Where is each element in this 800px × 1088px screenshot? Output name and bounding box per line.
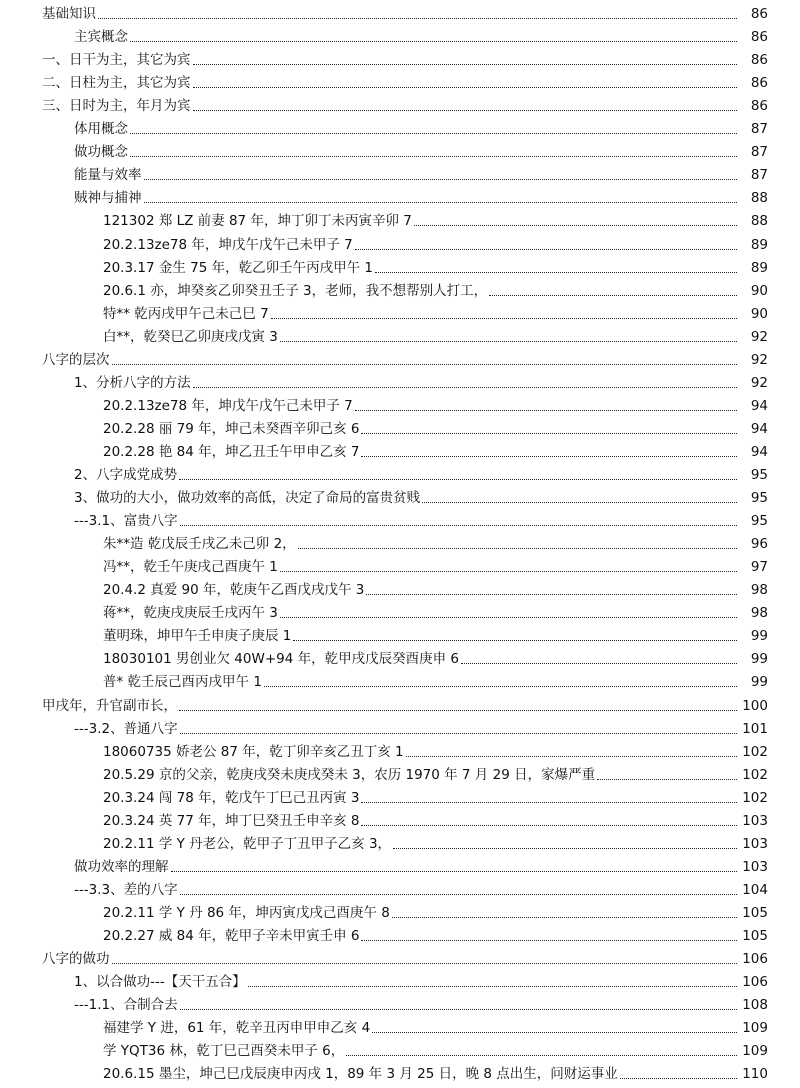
toc-entry-title: 冯**，乾壬午庚戌己酉庚午 1 bbox=[103, 559, 278, 576]
toc-entry-page: 110 bbox=[742, 1066, 768, 1083]
toc-entry-page: 98 bbox=[750, 582, 768, 599]
toc-entry-title: 3、做功的大小，做功效率的高低，决定了命局的富贵贫贱 bbox=[74, 490, 421, 507]
toc-entry-page: 103 bbox=[742, 835, 768, 852]
toc-entry[interactable] bbox=[0, 256, 800, 279]
toc-entry[interactable] bbox=[0, 279, 800, 302]
dot-leader bbox=[355, 248, 737, 250]
toc-entry-title: 学 YQT36 林，乾丁巳己酉癸未甲子 6， bbox=[103, 1043, 345, 1060]
toc-entry-title: 18060735 娇老公 87 年，乾丁卯辛亥乙丑丁亥 1 bbox=[103, 743, 404, 760]
toc-entry-title: 做功效率的理解 bbox=[74, 858, 169, 875]
dot-leader bbox=[193, 63, 738, 65]
toc-entry-title: 18030101 男创业欠 40W+94 年，乾甲戌戊辰癸酉庚申 6 bbox=[103, 651, 459, 668]
toc-entry-title: ---3.3、差的八字 bbox=[74, 881, 178, 898]
toc-entry-page: 109 bbox=[742, 1043, 768, 1060]
dot-leader bbox=[280, 570, 737, 572]
toc-entry-title: 朱**造 乾戊辰壬戌乙未己卯 2， bbox=[103, 536, 296, 553]
dot-leader bbox=[180, 732, 737, 734]
toc-entry-page: 95 bbox=[750, 490, 768, 507]
dot-leader bbox=[361, 801, 737, 803]
toc-entry-title: 1、以合做功---【天干五合】 bbox=[74, 974, 246, 991]
dot-leader bbox=[112, 363, 738, 365]
toc-entry[interactable] bbox=[0, 578, 800, 601]
dot-leader bbox=[144, 178, 738, 180]
dot-leader bbox=[293, 639, 737, 641]
dot-leader bbox=[271, 317, 737, 319]
toc-entry-page: 90 bbox=[750, 305, 768, 322]
toc-entry[interactable] bbox=[0, 924, 800, 947]
dot-leader bbox=[355, 409, 737, 411]
toc-entry-page: 105 bbox=[742, 904, 768, 921]
toc-entry[interactable] bbox=[0, 1062, 800, 1085]
toc-entry-title: 基础知识 bbox=[42, 6, 96, 22]
toc-entry[interactable] bbox=[0, 786, 800, 809]
toc-entry[interactable] bbox=[0, 740, 800, 763]
toc-entry-title: 一、日干为主，其它为宾 bbox=[42, 52, 191, 69]
toc-entry-page: 103 bbox=[742, 858, 768, 875]
toc-entry-page: 106 bbox=[742, 974, 768, 991]
toc-entry[interactable] bbox=[0, 832, 800, 855]
toc-entry[interactable] bbox=[0, 647, 800, 670]
toc-entry-page: 88 bbox=[750, 213, 768, 230]
dot-leader bbox=[130, 155, 737, 157]
toc-entry-title: 20.2.11 学 Y 丹 86 年，坤丙寅戊戌己酉庚午 8 bbox=[103, 904, 390, 921]
toc-entry-title: 20.4.2 真爱 90 年，乾庚午乙酉戊戌戊午 3 bbox=[103, 582, 365, 599]
toc-entry[interactable] bbox=[0, 763, 800, 786]
dot-leader bbox=[112, 962, 738, 964]
toc-entry[interactable] bbox=[0, 48, 800, 71]
toc-entry[interactable] bbox=[0, 140, 800, 163]
toc-entry[interactable] bbox=[0, 117, 800, 140]
toc-entry[interactable] bbox=[0, 809, 800, 832]
dot-leader bbox=[180, 1008, 737, 1010]
toc-entry-page: 87 bbox=[750, 121, 768, 138]
dot-leader bbox=[264, 685, 737, 687]
dot-leader bbox=[180, 524, 737, 526]
toc-entry-page: 109 bbox=[742, 1020, 768, 1037]
toc-entry-title: 体用概念 bbox=[74, 121, 128, 138]
toc-entry-title: 20.6.15 墨尘，坤己巳戊辰庚申丙戌 1，89 年 3 月 25 日，晚 8 点出生，问财运事业 bbox=[103, 1066, 618, 1083]
toc-entry-title: 20.2.28 丽 79 年，坤己未癸酉辛卯己亥 6 bbox=[103, 420, 360, 437]
toc-entry[interactable] bbox=[0, 71, 800, 94]
toc-entry[interactable] bbox=[0, 717, 800, 740]
dot-leader bbox=[130, 40, 737, 42]
toc-entry-page: 94 bbox=[750, 443, 768, 460]
toc-entry-page: 102 bbox=[742, 766, 768, 783]
toc-entry-page: 89 bbox=[750, 259, 768, 276]
toc-entry-page: 88 bbox=[750, 190, 768, 207]
toc-entry-page: 95 bbox=[750, 467, 768, 483]
toc-entry-title: 121302 郑 LZ 前妻 87 年，坤丁卯丁未丙寅辛卯 7 bbox=[103, 213, 412, 230]
toc-entry-page: 108 bbox=[742, 997, 768, 1014]
dot-leader bbox=[144, 201, 738, 203]
dot-leader bbox=[130, 132, 737, 134]
dot-leader bbox=[280, 340, 737, 342]
toc-entry-page: 87 bbox=[750, 167, 768, 184]
toc-entry[interactable] bbox=[0, 601, 800, 624]
toc-entry-page: 86 bbox=[750, 52, 768, 69]
toc-entry-title: 八字的层次 bbox=[42, 351, 110, 368]
dot-leader bbox=[193, 386, 737, 388]
toc-entry[interactable] bbox=[0, 901, 800, 924]
toc-entry-page: 94 bbox=[750, 397, 768, 414]
dot-leader bbox=[179, 478, 737, 480]
dot-leader bbox=[193, 86, 738, 88]
toc-entry-page: 86 bbox=[750, 75, 768, 92]
toc-entry-title: 二、日柱为主，其它为宾 bbox=[42, 75, 191, 92]
toc-entry[interactable] bbox=[0, 163, 800, 186]
dot-leader bbox=[620, 1077, 737, 1079]
toc-entry-page: 89 bbox=[750, 236, 768, 253]
toc-entry[interactable] bbox=[0, 670, 800, 693]
dot-leader bbox=[346, 1054, 737, 1056]
dot-leader bbox=[393, 847, 737, 849]
toc-entry-page: 86 bbox=[750, 29, 768, 46]
toc-entry-title: 20.2.27 威 84 年，乾甲子辛未甲寅壬申 6 bbox=[103, 928, 360, 944]
dot-leader bbox=[392, 916, 737, 918]
toc-entry[interactable] bbox=[0, 348, 800, 371]
toc-entry[interactable] bbox=[0, 233, 800, 256]
toc-entry[interactable] bbox=[0, 371, 800, 394]
toc-entry[interactable] bbox=[0, 970, 800, 993]
toc-entry-title: 20.6.1 亦，坤癸亥乙卯癸丑壬子 3，老师，我不想帮别人打工， bbox=[103, 282, 488, 299]
toc-entry[interactable] bbox=[0, 993, 800, 1016]
toc-entry-title: 董明珠，坤甲午壬申庚子庚辰 1 bbox=[103, 628, 292, 645]
dot-leader bbox=[597, 778, 737, 780]
toc-entry-title: 2、八字成党成势 bbox=[74, 467, 178, 483]
dot-leader bbox=[280, 616, 737, 618]
dot-leader bbox=[414, 224, 737, 226]
toc-entry-title: ---3.2、普通八字 bbox=[74, 720, 178, 737]
dot-leader bbox=[171, 870, 738, 872]
toc-entry[interactable] bbox=[0, 25, 800, 48]
dot-leader bbox=[489, 294, 737, 296]
dot-leader bbox=[361, 432, 737, 434]
toc-entry[interactable] bbox=[0, 1016, 800, 1039]
dot-leader bbox=[179, 709, 737, 711]
toc-entry-title: 能量与效率 bbox=[74, 167, 142, 184]
toc-entry[interactable] bbox=[0, 394, 800, 417]
toc-entry-title: 20.3.17 金生 75 年，乾乙卯壬午丙戌甲午 1 bbox=[103, 259, 373, 276]
toc-entry[interactable] bbox=[0, 947, 800, 970]
dot-leader bbox=[361, 455, 737, 457]
toc-entry-page: 92 bbox=[750, 351, 768, 368]
toc-entry-page: 95 bbox=[750, 513, 768, 530]
toc-entry-title: 八字的做功 bbox=[42, 951, 110, 968]
toc-entry-page: 103 bbox=[742, 812, 768, 829]
toc-entry-page: 104 bbox=[742, 881, 768, 898]
toc-entry[interactable] bbox=[0, 878, 800, 901]
toc-entry-title: 做功概念 bbox=[74, 144, 128, 161]
dot-leader bbox=[180, 893, 737, 895]
dot-leader bbox=[366, 593, 737, 595]
toc-entry-page: 102 bbox=[742, 743, 768, 760]
toc-entry-page: 92 bbox=[750, 328, 768, 345]
dot-leader bbox=[98, 17, 737, 19]
toc-entry[interactable] bbox=[0, 463, 800, 486]
toc-entry-title: 三、日时为主，年月为宾 bbox=[42, 98, 191, 115]
toc-entry-page: 87 bbox=[750, 144, 768, 161]
toc-entry[interactable] bbox=[0, 417, 800, 440]
toc-entry-title: 特** 乾丙戌甲午己未己巳 7 bbox=[103, 305, 269, 322]
dot-leader bbox=[298, 547, 737, 549]
toc-entry-page: 94 bbox=[750, 420, 768, 437]
toc-entry-title: 贼神与捕神 bbox=[74, 190, 142, 207]
dot-leader bbox=[461, 662, 737, 664]
toc-entry[interactable] bbox=[0, 186, 800, 209]
toc-entry-title: 主宾概念 bbox=[74, 29, 128, 46]
dot-leader bbox=[375, 271, 737, 273]
toc-entry[interactable] bbox=[0, 1039, 800, 1062]
toc-entry-title: 20.5.29 京的父亲，乾庚戌癸未庚戌癸未 3，农历 1970 年 7 月 29 日，家爆严重 bbox=[103, 766, 596, 783]
toc-entry-page: 92 bbox=[750, 374, 768, 391]
toc-entry-page: 99 bbox=[750, 674, 768, 691]
toc-entry-title: 白**，乾癸巳乙卯庚戌戊寅 3 bbox=[103, 328, 278, 345]
toc-entry[interactable] bbox=[0, 486, 800, 509]
toc-entry-title: 20.2.13ze78 年，坤戊午戊午己未甲子 7 bbox=[103, 397, 353, 414]
toc-entry-title: 普* 乾壬辰己酉丙戌甲午 1 bbox=[103, 674, 262, 691]
toc-entry-page: 97 bbox=[750, 559, 768, 576]
toc-entry-page: 100 bbox=[742, 697, 768, 714]
toc-entry-page: 86 bbox=[750, 6, 768, 22]
dot-leader bbox=[361, 824, 737, 826]
toc-entry[interactable] bbox=[0, 440, 800, 463]
toc-entry-title: 20.2.28 艳 84 年，坤乙丑壬午甲申乙亥 7 bbox=[103, 443, 360, 460]
toc-entry-page: 99 bbox=[750, 651, 768, 668]
toc-entry-title: 1、分析八字的方法 bbox=[74, 374, 191, 391]
toc-entry-page: 90 bbox=[750, 282, 768, 299]
toc-entry-title: 甲戌年，升官副市长， bbox=[42, 697, 177, 714]
toc-entry-page: 101 bbox=[742, 720, 768, 737]
toc-entry[interactable] bbox=[0, 325, 800, 348]
toc-entry[interactable] bbox=[0, 555, 800, 578]
dot-leader bbox=[248, 985, 737, 987]
toc-entry-title: ---1.1、合制合去 bbox=[74, 997, 178, 1014]
toc-entry-page: 86 bbox=[750, 98, 768, 115]
toc-entry-title: 20.3.24 英 77 年，坤丁巳癸丑壬申辛亥 8 bbox=[103, 812, 360, 829]
toc-entry-title: ---3.1、富贵八字 bbox=[74, 513, 178, 530]
dot-leader bbox=[422, 501, 737, 503]
toc-entry[interactable] bbox=[0, 855, 800, 878]
toc-entry[interactable] bbox=[0, 509, 800, 532]
toc-entry-page: 96 bbox=[750, 536, 768, 553]
toc-entry-title: 20.3.24 闯 78 年，乾戊午丁巳己丑丙寅 3 bbox=[103, 789, 360, 806]
toc-entry-title: 蒋**，乾庚戌庚辰壬戌丙午 3 bbox=[103, 605, 278, 622]
toc-entry[interactable] bbox=[0, 302, 800, 325]
toc-entry-page: 98 bbox=[750, 605, 768, 622]
dot-leader bbox=[372, 1031, 737, 1033]
toc-entry[interactable] bbox=[0, 624, 800, 647]
toc-entry-page: 102 bbox=[742, 789, 768, 806]
toc-entry-page: 106 bbox=[742, 951, 768, 968]
toc-entry-page: 105 bbox=[742, 928, 768, 944]
dot-leader bbox=[361, 939, 737, 941]
toc-entry-page: 99 bbox=[750, 628, 768, 645]
toc-entry[interactable] bbox=[0, 2, 800, 25]
toc-entry[interactable] bbox=[0, 694, 800, 717]
toc-entry-title: 20.2.11 学 Y 丹老公，乾甲子丁丑甲子乙亥 3， bbox=[103, 835, 392, 852]
toc-entry-title: 20.2.13ze78 年，坤戊午戊午己未甲子 7 bbox=[103, 236, 353, 253]
toc-entry-title: 福建学 Y 进，61 年，乾辛丑丙申甲申乙亥 4 bbox=[103, 1020, 371, 1037]
toc-entry[interactable] bbox=[0, 94, 800, 117]
toc-entry[interactable] bbox=[0, 209, 800, 232]
toc-entry[interactable] bbox=[0, 532, 800, 555]
dot-leader bbox=[406, 755, 737, 757]
dot-leader bbox=[193, 109, 738, 111]
